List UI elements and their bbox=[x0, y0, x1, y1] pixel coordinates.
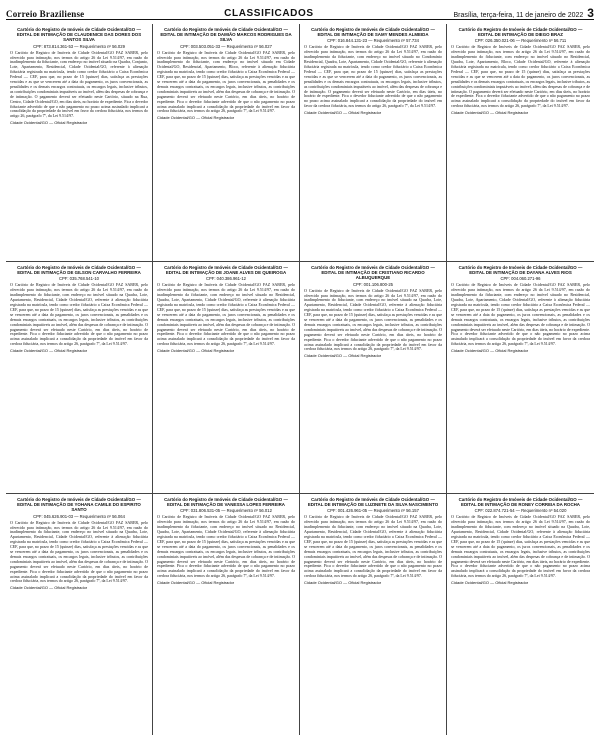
notice-title: Cartório do Registro de Imóveis de Cidade Ocidental/GO — EDITAL DE INTIMAÇÃO DE VANESSA LOPES FERREIRA bbox=[164, 497, 288, 508]
notice-signature: Cidade Ocidental/GO — Oficial Registrador bbox=[157, 580, 235, 586]
notice-subtitle: CPF: 031.806.531-05 — Requerimento nº 56.012 bbox=[180, 508, 272, 514]
notice-4 bbox=[447, 24, 594, 262]
notice-title: Cartório do Registro de Imóveis de Cidade Ocidental/GO — EDITAL DE INTIMAÇÃO DE CRISTIANO RICARDO ALBUQUERQUE bbox=[311, 265, 435, 281]
notice-body: O Cartório de Registro de Imóveis de Cidade Ocidental/GO FAZ SABER, pelo oferecido para intimação, nos termos do artigo 26 da Lei 9.514/97, em razão do inadimplemento da fiduciante, com endereço no imóvel situado no Residencial, Quadra, Lote, Apartamento, Cidade Ocidental/GO, referente à alienação fiduciária registrada na matrícula, tendo como credor fiduciário a Caixa Econômica Federal — CEF, para que, no prazo de 15 (quinze) dias, satisfaça as prestações vencidas e as que se vencerem até a data do pagamento, os juros convencionais, as penalidades e os demais encargos contratuais, os encargos legais, inclusive tributos, as contribuições condominiais imputáveis ao imóvel, além das despesas de cobrança e de intimação. O pagamento deverá ser efetuado neste Cartório, em dias úteis, no horário de expediente. Fica o devedor fiduciante advertido de que o não pagamento no prazo acima assinalado implicará a consolidação da propriedade do imóvel em favor da credora fiduciária, nos termos do artigo 26, parágrafo 7º, da Lei 9.514/97. bbox=[157, 282, 295, 347]
notice-signature: Cidade Ocidental/GO — Oficial Registrador bbox=[304, 110, 382, 116]
notice-body: O Cartório de Registro de Imóveis de Cidade Ocidental/GO FAZ SABER, pelo oferecido para intimação, nos termos do artigo 26 da Lei 9.514/97, em razão do inadimplemento do fiduciante, com endereço no imóvel situado em Cidade Ocidental/GO, Residencial, Apartamento, Bloco, referente à alienação fiduciária registrada na matrícula, tendo como credor fiduciário a Caixa Econômica Federal — CEF, para que, no prazo de 15 (quinze) dias, satisfaça as prestações vencidas e as que se vencerem até a data do pagamento, os juros convencionais, as penalidades e os demais encargos contratuais, os encargos legais, inclusive tributos, as contribuições condominiais imputáveis ao imóvel, além das despesas de cobrança e de intimação. O pagamento deverá ser efetuado neste Cartório, em dias úteis, no horário de expediente. Fica o devedor fiduciante advertido de que o não pagamento no prazo acima assinalado implicará a consolidação da propriedade do imóvel em favor da credora fiduciária, nos termos do artigo 26, parágrafo 7º, da Lei 9.514/97. bbox=[157, 49, 295, 114]
masthead bbox=[6, 3, 594, 20]
notice-subtitle: CPF: 035.768.541-10 bbox=[58, 276, 100, 282]
notice-title: Cartório do Registro de Imóveis de Cidade Ocidental/GO — EDITAL DE INTIMAÇÃO DE DAMIÃO MARCOS RODRIGUES DA SILVA bbox=[160, 27, 292, 43]
notice-7 bbox=[300, 262, 447, 494]
notice-subtitle: CPF: 873.814.361-53 — Requerimento nº 56.029 bbox=[33, 43, 125, 49]
notice-title: Cartório do Registro de Imóveis de Cidade Ocidental/GO — EDITAL DE INTIMAÇÃO DE SAMY MENDES ALMEIDA bbox=[311, 27, 435, 38]
notice-body: O Cartório de Registro de Imóveis de Cidade Ocidental/GO FAZ SABER, pelo oferecido para intimação, nos termos do artigo 26 da Lei 9.514/97, em razão do inadimplemento da fiduciante, com endereço no imóvel situado no Condomínio Residencial, Quadra, Lote, Apartamento, Cidade Ocidental/GO, referente à alienação fiduciária registrada na matrícula, tendo como credor fiduciário a Caixa Econômica Federal — CEF, para que, no prazo de 15 (quinze) dias, satisfaça as prestações vencidas e as que se vencerem até a data do pagamento, os juros convencionais, as penalidades e os demais encargos contratuais, os encargos legais, inclusive tributos, as contribuições condominiais imputáveis ao imóvel, além das despesas de cobrança e de intimação. O pagamento deverá ser efetuado neste Cartório, em dias úteis, no horário de expediente. Fica o devedor fiduciante advertido de que o não pagamento no prazo acima assinalado implicará a consolidação da propriedade do imóvel em favor da credora fiduciária, nos termos do artigo 26, parágrafo 7º, da Lei 9.514/97. bbox=[304, 44, 442, 109]
notice-2 bbox=[153, 24, 300, 262]
notice-subtitle: CPF: 004.060.271-96 bbox=[500, 276, 541, 282]
notice-subtitle: CPF: 001.106.800-25 bbox=[352, 281, 394, 287]
notice-subtitle: CPF: 001.426.961-05 — Requerimento nº 56.157 bbox=[327, 508, 419, 514]
notice-signature: Cidade Ocidental/GO — Oficial Registrador bbox=[451, 110, 529, 116]
notice-title: Cartório do Registro de Imóveis de Cidade Ocidental/GO — EDITAL DE INTIMAÇÃO DE RONEY CORREIA DA ROCHA bbox=[458, 497, 583, 508]
notice-5 bbox=[6, 262, 153, 494]
notice-signature: Cidade Ocidental/GO — Oficial Registrador bbox=[451, 580, 529, 586]
paper-name: Correio Braziliense bbox=[6, 9, 85, 19]
notice-6 bbox=[153, 262, 300, 494]
notice-12 bbox=[447, 494, 594, 735]
notice-subtitle: CPF: 022.874.721-54 — Requerimento nº 54.020 bbox=[474, 508, 567, 514]
notice-subtitle: CPF: 040.386.961-12 bbox=[205, 276, 247, 282]
notice-body: O Cartório de Registro de Imóveis de Cidade Ocidental/GO FAZ SABER, pelo oferecido para intimação, nos termos do artigo 26 da Lei 9.514/97, em razão do inadimplemento do fiduciante, com endereço no imóvel situado na Quadra, Lote, Apartamento, Residencial, Cidade Ocidental/GO, referente à alienação fiduciária registrada na matrícula, tendo como credor fiduciário a Caixa Econômica Federal — CEF, para que, no prazo de 15 (quinze) dias, satisfaça as prestações vencidas e as que se vencerem até a data do pagamento, os juros convencionais, as penalidades e os demais encargos contratuais, os encargos legais, inclusive tributos, as contribuições condominiais imputáveis ao imóvel, além das despesas de cobrança e de intimação. O pagamento deverá ser efetuado neste Cartório, em dias úteis, no horário de expediente. Fica o devedor fiduciante advertido de que o não pagamento no prazo acima assinalado implicará a consolidação da propriedade do imóvel em favor da credora fiduciária, nos termos do artigo 26, parágrafo 7º, da Lei 9.514/97. bbox=[10, 282, 148, 347]
notice-subtitle: CPF: 045.626.901-03 — Requerimento nº 56.064 bbox=[33, 513, 125, 519]
notice-subtitle: CPF: 003.503.051-33 — Requerimento nº 56.027 bbox=[180, 43, 272, 49]
notice-subtitle: CPF: 016.844.131-23 — Requerimento nº 57.734 bbox=[327, 38, 419, 44]
notice-title: Cartório do Registro de Imóveis de Cidade Ocidental/GO — EDITAL DE INTIMAÇÃO DE DAYANA ALVES RIOS bbox=[458, 265, 583, 276]
notice-body: O Cartório de Registro de Imóveis de Cidade Ocidental/GO FAZ SABER, pelo oferecido para intimação, nos termos do artigo 26 da Lei 9.514/97, em razão do inadimplemento do fiduciante, com endereço no imóvel situado na Quadra, Lote, Apartamento, Residencial, Cidade Ocidental/GO, referente à alienação fiduciária registrada na matrícula, tendo como credor fiduciário a Caixa Econômica Federal — CEF, para que, no prazo de 15 (quinze) dias, satisfaça as prestações vencidas e as que se vencerem até a data do pagamento, os juros convencionais, as penalidades e os demais encargos contratuais, os encargos legais, inclusive tributos, as contribuições condominiais imputáveis ao imóvel, além das despesas de cobrança e de intimação. O pagamento deverá ser efetuado neste Cartório, em dias úteis, no horário de expediente. Fica o devedor fiduciante advertido de que o não pagamento no prazo acima assinalado implicará a consolidação da propriedade do imóvel em favor da credora fiduciária, nos termos do artigo 26, parágrafo 7º, da Lei 9.514/97. bbox=[304, 287, 442, 352]
notice-signature: Cidade Ocidental/GO — Oficial Registrador bbox=[157, 115, 235, 121]
notice-3 bbox=[300, 24, 447, 262]
notice-title: Cartório do Registro de Imóveis de Cidade Ocidental/GO — EDITAL DE INTIMAÇÃO DE LUZINETE DA SILVA NASCIMENTO bbox=[307, 497, 439, 508]
notice-10 bbox=[153, 494, 300, 735]
notice-title: Cartório do Registro de Imóveis de Cidade Ocidental/GO — EDITAL DE INTIMAÇÃO DE DIEGO BRAZ bbox=[458, 27, 583, 38]
notice-8 bbox=[447, 262, 594, 494]
notice-1 bbox=[6, 24, 153, 262]
notice-signature: Cidade Ocidental/GO — Oficial Registrador bbox=[304, 580, 382, 586]
notice-signature: Cidade Ocidental/GO — Oficial Registrador bbox=[10, 348, 88, 354]
notice-subtitle: CPF: 026.350.021-06 — Requerimento nº 56.711 bbox=[474, 38, 567, 44]
section-title: CLASSIFICADOS bbox=[224, 8, 314, 19]
page-number: 3 bbox=[587, 6, 594, 20]
notice-signature: Cidade Ocidental/GO — Oficial Registrador bbox=[10, 120, 88, 126]
dateline-block bbox=[453, 7, 594, 19]
dateline: Brasília, terça-feira, 11 de janeiro de 2022 bbox=[453, 12, 584, 19]
notice-body: O Cartório de Registro de Imóveis de Cidade Ocidental/GO FAZ SABER, pelo oferecido para intimação, nos termos do artigo 26 da Lei 9.514/97, em razão do inadimplemento da fiduciante, com endereço no imóvel situado no Residencial, Quadra, Lote, Apartamento, Cidade Ocidental/GO, referente à alienação fiduciária registrada na matrícula, tendo como credor fiduciário a Caixa Econômica Federal — CEF, para que, no prazo de 15 (quinze) dias, satisfaça as prestações vencidas e as que se vencerem até a data do pagamento, os juros convencionais, as penalidades e os demais encargos contratuais, os encargos legais, inclusive tributos, as contribuições condominiais imputáveis ao imóvel, além das despesas de cobrança e de intimação. O pagamento deverá ser efetuado neste Cartório, em dias úteis, no horário de expediente. Fica o devedor fiduciante advertido de que o não pagamento no prazo acima assinalado implicará a consolidação da propriedade do imóvel em favor da credora fiduciária, nos termos do artigo 26, parágrafo 7º, da Lei 9.514/97. bbox=[157, 514, 295, 579]
notice-signature: Cidade Ocidental/GO — Oficial Registrador bbox=[451, 348, 529, 354]
notice-signature: Cidade Ocidental/GO — Oficial Registrador bbox=[304, 353, 382, 359]
notice-9 bbox=[6, 494, 153, 735]
notice-body: O Cartório de Registro de Imóveis de Cidade Ocidental/GO FAZ SABER, pelo oferecido para intimação, nos termos do artigo 26 da Lei 9.514/97, em razão do inadimplemento do fiduciante, com endereço no imóvel situado na Quadra, Lote, Apartamento, Residencial, Cidade Ocidental/GO, referente à alienação fiduciária registrada na matrícula, tendo como credor fiduciário a Caixa Econômica Federal — CEF, para que, no prazo de 15 (quinze) dias, satisfaça as prestações vencidas e as que se vencerem até a data do pagamento, os juros convencionais, as penalidades e os demais encargos contratuais, os encargos legais, inclusive tributos, as contribuições condominiais imputáveis ao imóvel, além das despesas de cobrança e de intimação. O pagamento deverá ser efetuado neste Cartório, em dias úteis, no horário de expediente. Fica o devedor fiduciante advertido de que o não pagamento no prazo acima assinalado implicará a consolidação da propriedade do imóvel em favor da credora fiduciária, nos termos do artigo 26, parágrafo 7º, da Lei 9.514/97. bbox=[451, 514, 590, 579]
notices-grid bbox=[6, 24, 594, 735]
notice-body: O Cartório de Registro de Imóveis de Cidade Ocidental/GO FAZ SABER, pelo oferecido para intimação, nos termos do artigo 26 da Lei 9.514/97, em razão do inadimplemento da fiduciante, com endereço no imóvel situado na Quadra, Conjunto, Lote, Apartamento, Residencial, Cidade Ocidental/GO, referente à alienação fiduciária registrada na matrícula, tendo como credor fiduciário a Caixa Econômica Federal — CEF, para que, no prazo de 15 (quinze) dias, satisfaça as prestações vencidas e as que se vencerem até a data do pagamento, os juros convencionais, as penalidades e os demais encargos contratuais, os encargos legais, inclusive tributos, as contribuições condominiais imputáveis ao imóvel, além das despesas de cobrança e de intimação. O pagamento deverá ser efetuado neste Cartório, situado na Rua, Centro, Cidade Ocidental/GO, em dias úteis, no horário de expediente. Fica o devedor fiduciante advertido de que o não pagamento no prazo acima assinalado implicará a consolidação da propriedade do imóvel em favor da credora fiduciária, nos termos do artigo 26, parágrafo 7º, da Lei 9.514/97. bbox=[10, 49, 148, 119]
notice-signature: Cidade Ocidental/GO — Oficial Registrador bbox=[10, 585, 88, 591]
notice-body: O Cartório de Registro de Imóveis de Cidade Ocidental/GO FAZ SABER, pelo oferecido para intimação, nos termos do artigo 26 da Lei 9.514/97, em razão do inadimplemento da fiduciante, com endereço no imóvel situado no Residencial, Quadra, Lote, Apartamento, Cidade Ocidental/GO, referente à alienação fiduciária registrada na matrícula, tendo como credor fiduciário a Caixa Econômica Federal — CEF, para que, no prazo de 15 (quinze) dias, satisfaça as prestações vencidas e as que se vencerem até a data do pagamento, os juros convencionais, as penalidades e os demais encargos contratuais, os encargos legais, inclusive tributos, as contribuições condominiais imputáveis ao imóvel, além das despesas de cobrança e de intimação. O pagamento deverá ser efetuado neste Cartório, em dias úteis, no horário de expediente. Fica o devedor fiduciante advertido de que o não pagamento no prazo acima assinalado implicará a consolidação da propriedade do imóvel em favor da credora fiduciária, nos termos do artigo 26, parágrafo 7º, da Lei 9.514/97. bbox=[451, 282, 590, 347]
notice-title: Cartório do Registro de Imóveis de Cidade Ocidental/GO — EDITAL DE INTIMAÇÃO DE GILSON CARVALHO FERREIRA bbox=[17, 265, 141, 276]
notice-title: Cartório do Registro de Imóveis de Cidade Ocidental/GO — EDITAL DE INTIMAÇÃO DE JOANE ALVES DE QUEIROGA bbox=[164, 265, 288, 276]
notice-body: O Cartório de Registro de Imóveis de Cidade Ocidental/GO FAZ SABER, pelo oferecido para intimação, nos termos do artigo 26 da Lei 9.514/97, em razão do inadimplemento da fiduciante, com endereço no imóvel situado na Quadra, Lote, Apartamento, Residencial, Cidade Ocidental/GO, referente à alienação fiduciária registrada na matrícula, tendo como credor fiduciário a Caixa Econômica Federal — CEF, para que, no prazo de 15 (quinze) dias, satisfaça as prestações vencidas e as que se vencerem até a data do pagamento, os juros convencionais, as penalidades e os demais encargos contratuais, os encargos legais, inclusive tributos, as contribuições condominiais imputáveis ao imóvel, além das despesas de cobrança e de intimação. O pagamento deverá ser efetuado neste Cartório, em dias úteis, no horário de expediente. Fica o devedor fiduciante advertido de que o não pagamento no prazo acima assinalado implicará a consolidação da propriedade do imóvel em favor da credora fiduciária, nos termos do artigo 26, parágrafo 7º, da Lei 9.514/97. bbox=[10, 519, 148, 584]
notice-title: Cartório do Registro de Imóveis de Cidade Ocidental/GO — EDITAL DE INTIMAÇÃO DE YOHANA CAMILE DO ESPIRITO SANTO bbox=[17, 497, 141, 513]
notice-title: Cartório do Registro de Imóveis de Cidade Ocidental/GO — EDITAL DE INTIMAÇÃO DE CLAUDENICE DAS DORES DOS SANTOS SILVA bbox=[16, 27, 142, 43]
notice-signature: Cidade Ocidental/GO — Oficial Registrador bbox=[157, 348, 235, 354]
notice-body: O Cartório de Registro de Imóveis de Cidade Ocidental/GO FAZ SABER, pelo oferecido para intimação, nos termos do artigo 26 da Lei 9.514/97, em razão do inadimplemento do fiduciante, com endereço no imóvel situado no Residencial, Quadra, Lote, Apartamento, Bloco, Cidade Ocidental/GO, referente à alienação fiduciária registrada na matrícula, tendo como credor fiduciário a Caixa Econômica Federal — CEF, para que, no prazo de 15 (quinze) dias, satisfaça as prestações vencidas e as que se vencerem até a data do pagamento, os juros convencionais, as penalidades e os demais encargos contratuais, os encargos legais, inclusive tributos, as contribuições condominiais imputáveis ao imóvel, além das despesas de cobrança e de intimação. O pagamento deverá ser efetuado neste Cartório, em dias úteis, no horário de expediente. Fica o devedor fiduciante advertido de que o não pagamento no prazo acima assinalado implicará a consolidação da propriedade do imóvel em favor da credora fiduciária, nos termos do artigo 26, parágrafo 7º, da Lei 9.514/97. bbox=[451, 44, 590, 109]
notice-body: O Cartório de Registro de Imóveis de Cidade Ocidental/GO FAZ SABER, pelo oferecido para intimação, nos termos do artigo 26 da Lei 9.514/97, em razão do inadimplemento da fiduciante, com endereço no imóvel situado na Quadra, Lote, Apartamento, Residencial, Cidade Ocidental/GO, referente à alienação fiduciária registrada na matrícula, tendo como credor fiduciário a Caixa Econômica Federal — CEF, para que, no prazo de 15 (quinze) dias, satisfaça as prestações vencidas e as que se vencerem até a data do pagamento, os juros convencionais, as penalidades e os demais encargos contratuais, os encargos legais, inclusive tributos, as contribuições condominiais imputáveis ao imóvel, além das despesas de cobrança e de intimação. O pagamento deverá ser efetuado neste Cartório, em dias úteis, no horário de expediente. Fica o devedor fiduciante advertido de que o não pagamento no prazo acima assinalado implicará a consolidação da propriedade do imóvel em favor da credora fiduciária, nos termos do artigo 26, parágrafo 7º, da Lei 9.514/97. bbox=[304, 514, 442, 579]
notice-11 bbox=[300, 494, 447, 735]
